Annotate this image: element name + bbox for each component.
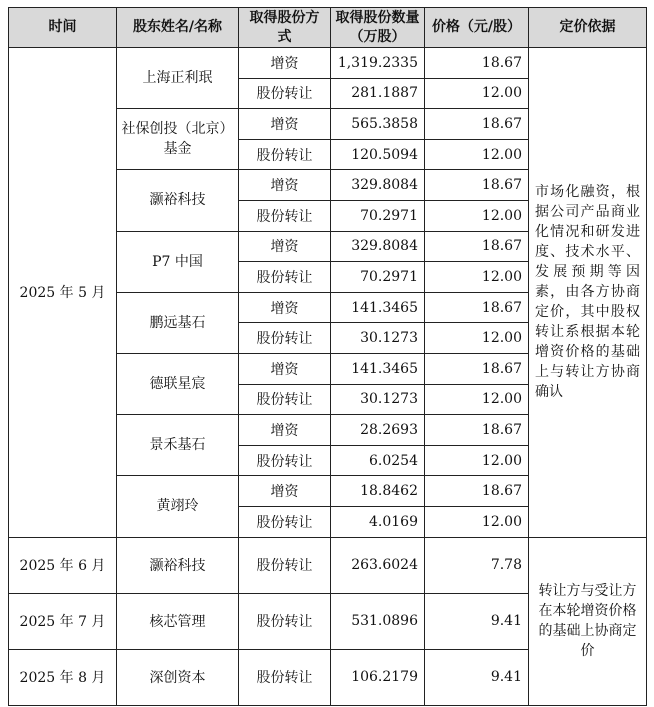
shares-cell: 28.2693	[331, 415, 425, 446]
shares-cell: 531.0896	[331, 593, 425, 649]
shares-cell: 30.1273	[331, 323, 425, 354]
shares-cell: 565.3858	[331, 109, 425, 140]
method-cell: 股份转让	[239, 200, 331, 231]
date-cell: 2025 年 7 月	[9, 593, 117, 649]
method-cell: 增资	[239, 170, 331, 201]
shares-cell: 1,319.2335	[331, 48, 425, 79]
price-cell: 12.00	[425, 139, 529, 170]
holder-cell: 深创资本	[117, 649, 239, 705]
price-cell: 7.78	[425, 537, 529, 593]
equity-transfer-table	[8, 7, 647, 706]
method-cell: 增资	[239, 476, 331, 507]
header-shares: 取得股份数量（万股）	[331, 8, 425, 48]
shares-cell: 6.0254	[331, 445, 425, 476]
shares-cell: 120.5094	[331, 139, 425, 170]
shares-cell: 106.2179	[331, 649, 425, 705]
shares-cell: 141.3465	[331, 292, 425, 323]
holder-cell: 德联星宸	[117, 353, 239, 414]
holder-cell: 鹏远基石	[117, 292, 239, 353]
price-cell: 18.67	[425, 231, 529, 262]
shares-cell: 18.8462	[331, 476, 425, 507]
method-cell: 股份转让	[239, 649, 331, 705]
header-basis: 定价依据	[529, 8, 647, 48]
price-cell: 18.67	[425, 476, 529, 507]
basis-cell: 市场化融资，根据公司产品商业化情况和研发进度、技术水平、发展预期等因素，由各方协商定价，其中股权转让系根据本轮增资价格的基础上与转让方协商确认	[529, 48, 647, 538]
shares-cell: 30.1273	[331, 384, 425, 415]
table-row	[9, 537, 647, 593]
header-holder: 股东姓名/名称	[117, 8, 239, 48]
shares-cell: 329.8084	[331, 231, 425, 262]
shares-cell: 263.6024	[331, 537, 425, 593]
date-cell: 2025 年 6 月	[9, 537, 117, 593]
method-cell: 增资	[239, 415, 331, 446]
method-cell: 股份转让	[239, 537, 331, 593]
shares-cell: 70.2971	[331, 262, 425, 293]
date-cell: 2025 年 8 月	[9, 649, 117, 705]
price-cell: 12.00	[425, 506, 529, 537]
method-cell: 增资	[239, 109, 331, 140]
header-price: 价格（元/股）	[425, 8, 529, 48]
method-cell: 股份转让	[239, 506, 331, 537]
header-row	[9, 8, 647, 48]
header-date: 时间	[9, 8, 117, 48]
price-cell: 12.00	[425, 262, 529, 293]
method-cell: 股份转让	[239, 323, 331, 354]
price-cell: 9.41	[425, 593, 529, 649]
price-cell: 18.67	[425, 109, 529, 140]
method-cell: 股份转让	[239, 139, 331, 170]
holder-cell: 黄翊玲	[117, 476, 239, 537]
method-cell: 股份转让	[239, 445, 331, 476]
holder-cell: 社保创投（北京）基金	[117, 109, 239, 170]
price-cell: 12.00	[425, 384, 529, 415]
holder-cell: P7 中国	[117, 231, 239, 292]
holder-cell: 灏裕科技	[117, 170, 239, 231]
price-cell: 18.67	[425, 170, 529, 201]
shares-cell: 329.8084	[331, 170, 425, 201]
method-cell: 股份转让	[239, 593, 331, 649]
holder-cell: 核芯管理	[117, 593, 239, 649]
method-cell: 增资	[239, 231, 331, 262]
price-cell: 12.00	[425, 78, 529, 109]
price-cell: 18.67	[425, 292, 529, 323]
table-row	[9, 48, 647, 79]
method-cell: 增资	[239, 292, 331, 323]
shares-cell: 4.0169	[331, 506, 425, 537]
shares-cell: 141.3465	[331, 353, 425, 384]
price-cell: 9.41	[425, 649, 529, 705]
shares-cell: 281.1887	[331, 78, 425, 109]
date-cell: 2025 年 5 月	[9, 48, 117, 538]
holder-cell: 上海正利珉	[117, 48, 239, 109]
price-cell: 12.00	[425, 200, 529, 231]
method-cell: 股份转让	[239, 78, 331, 109]
price-cell: 18.67	[425, 415, 529, 446]
header-method: 取得股份方式	[239, 8, 331, 48]
method-cell: 股份转让	[239, 384, 331, 415]
price-cell: 12.00	[425, 445, 529, 476]
basis-cell: 转让方与受让方在本轮增资价格的基础上协商定价	[529, 537, 647, 705]
method-cell: 增资	[239, 353, 331, 384]
price-cell: 18.67	[425, 48, 529, 79]
method-cell: 股份转让	[239, 262, 331, 293]
price-cell: 18.67	[425, 353, 529, 384]
holder-cell: 景禾基石	[117, 415, 239, 476]
price-cell: 12.00	[425, 323, 529, 354]
shares-cell: 70.2971	[331, 200, 425, 231]
method-cell: 增资	[239, 48, 331, 79]
holder-cell: 灏裕科技	[117, 537, 239, 593]
